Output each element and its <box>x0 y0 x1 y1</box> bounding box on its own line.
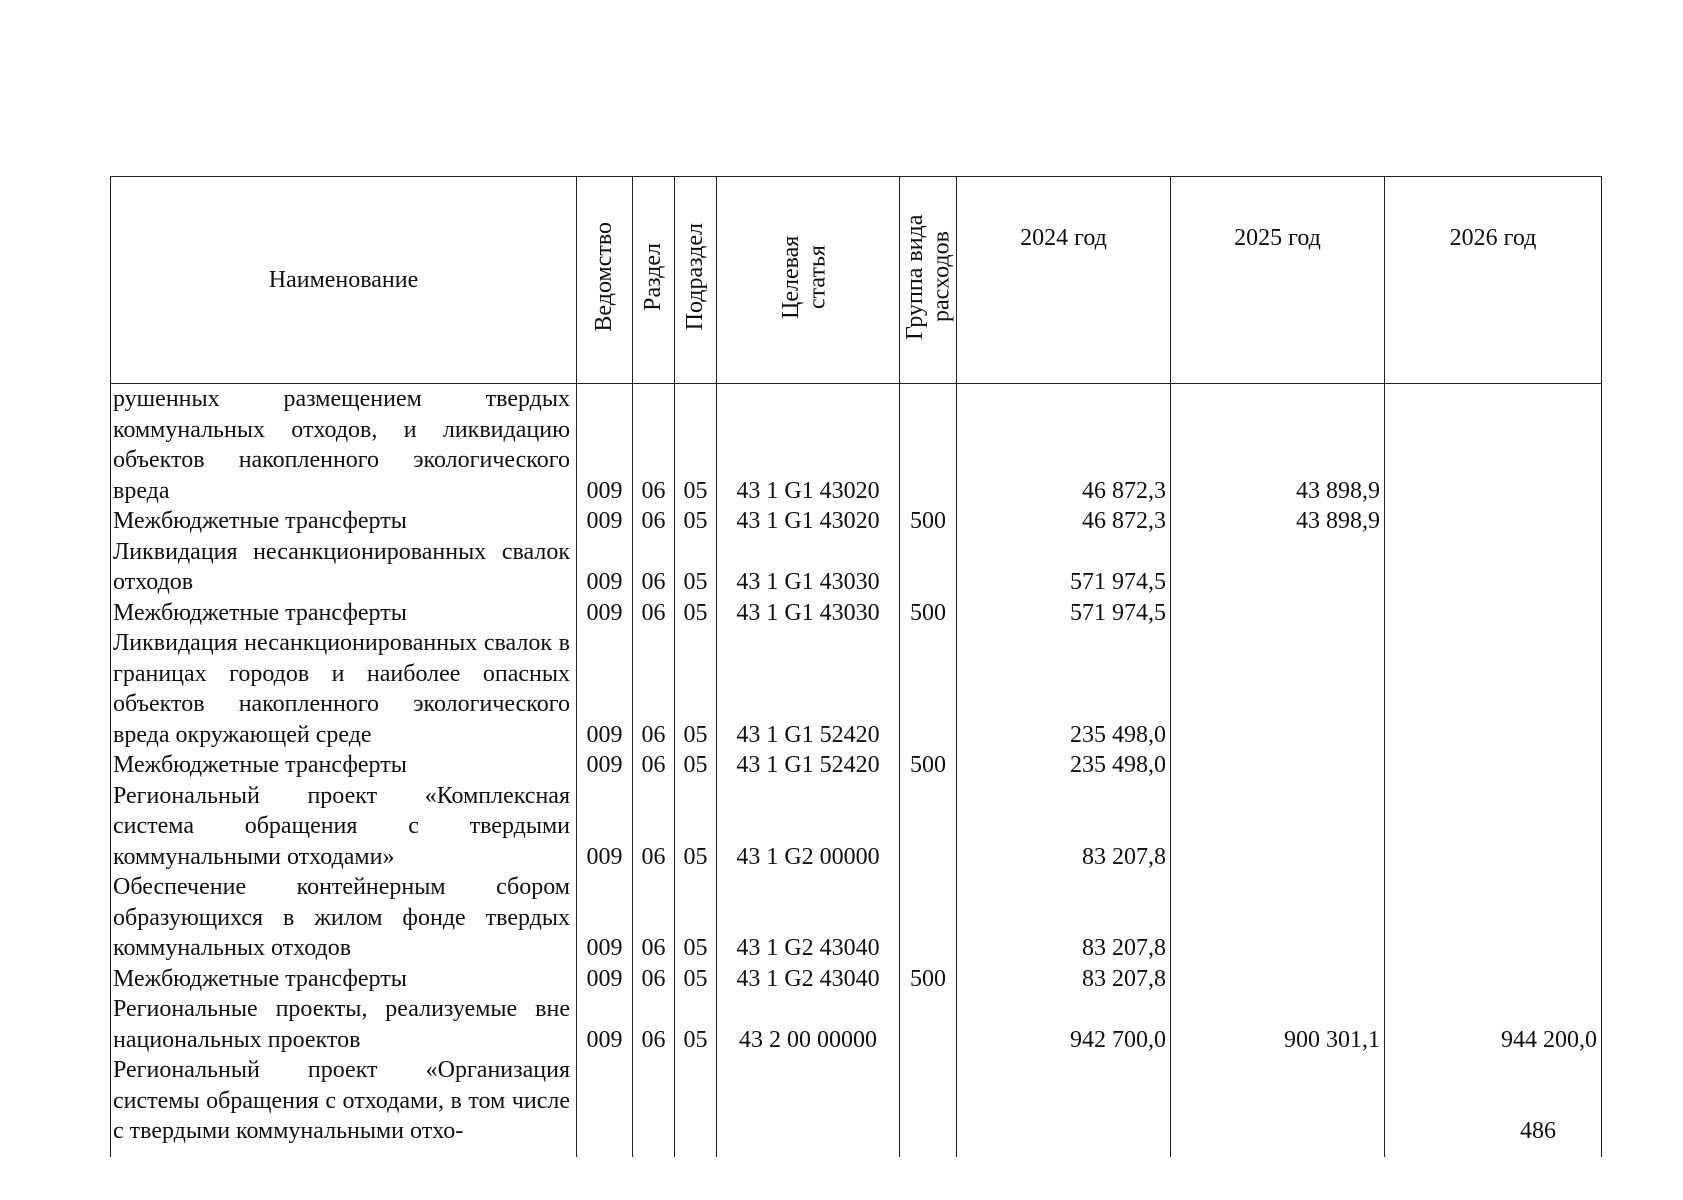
row-section: 06 <box>633 750 675 781</box>
row-section <box>633 1055 675 1147</box>
row-2025: 43 898,9 <box>1171 506 1385 537</box>
row-section: 06 <box>633 964 675 995</box>
row-2025 <box>1171 781 1385 873</box>
row-dept: 009 <box>577 750 633 781</box>
table-row <box>111 750 1602 781</box>
row-section: 06 <box>633 506 675 537</box>
row-name: Межбюджетные трансферты <box>111 750 577 781</box>
row-2024: 942 700,0 <box>957 994 1171 1055</box>
table-row <box>111 994 1602 1055</box>
row-subsection: 05 <box>675 537 717 598</box>
table-filler-row <box>111 1147 1602 1157</box>
row-2026 <box>1385 1055 1602 1147</box>
row-dept <box>577 1055 633 1147</box>
row-subsection <box>675 1055 717 1147</box>
row-2026 <box>1385 628 1602 750</box>
row-dept: 009 <box>577 537 633 598</box>
row-group <box>900 384 957 507</box>
row-target <box>717 1055 900 1147</box>
row-name: Региональный проект «Комплексная система обращения с твердыми коммунальными отходами» <box>111 781 577 873</box>
row-group <box>900 1055 957 1147</box>
row-2025 <box>1171 750 1385 781</box>
row-target: 43 1 G1 52420 <box>717 628 900 750</box>
header-2026: 2026 год <box>1385 177 1602 384</box>
row-target: 43 1 G2 00000 <box>717 781 900 873</box>
filler-cell <box>717 1147 900 1157</box>
table-row <box>111 506 1602 537</box>
row-2025 <box>1171 1055 1385 1147</box>
row-2025 <box>1171 872 1385 964</box>
row-target: 43 1 G1 43020 <box>717 384 900 507</box>
row-name: Межбюджетные трансферты <box>111 964 577 995</box>
row-2024: 83 207,8 <box>957 964 1171 995</box>
header-group: Группа вида расходов <box>900 177 957 384</box>
row-2026 <box>1385 506 1602 537</box>
row-2026 <box>1385 598 1602 629</box>
row-dept: 009 <box>577 506 633 537</box>
filler-cell <box>1385 1147 1602 1157</box>
row-name: Межбюджетные трансферты <box>111 598 577 629</box>
row-target: 43 1 G2 43040 <box>717 872 900 964</box>
filler-cell <box>957 1147 1171 1157</box>
row-2025 <box>1171 598 1385 629</box>
row-2025: 43 898,9 <box>1171 384 1385 507</box>
row-2024: 46 872,3 <box>957 506 1171 537</box>
row-group <box>900 537 957 598</box>
row-section: 06 <box>633 994 675 1055</box>
table-row <box>111 964 1602 995</box>
row-dept: 009 <box>577 994 633 1055</box>
row-subsection: 05 <box>675 781 717 873</box>
row-name: Межбюджетные трансферты <box>111 506 577 537</box>
row-subsection: 05 <box>675 872 717 964</box>
row-2024: 83 207,8 <box>957 781 1171 873</box>
row-name: Обеспечение контейнерным сбором образующихся в жилом фонде твердых коммунальных отходов <box>111 872 577 964</box>
row-group: 500 <box>900 964 957 995</box>
page-number: 486 <box>1520 1118 1556 1144</box>
row-target: 43 1 G1 52420 <box>717 750 900 781</box>
row-section: 06 <box>633 598 675 629</box>
row-subsection: 05 <box>675 750 717 781</box>
header-2024: 2024 год <box>957 177 1171 384</box>
table-row <box>111 598 1602 629</box>
row-2024: 83 207,8 <box>957 872 1171 964</box>
row-2026: 944 200,0 <box>1385 994 1602 1055</box>
row-2026 <box>1385 750 1602 781</box>
row-2026 <box>1385 537 1602 598</box>
row-2025: 900 301,1 <box>1171 994 1385 1055</box>
row-subsection: 05 <box>675 384 717 507</box>
row-name: Ликвидация несанкционированных свалок отходов <box>111 537 577 598</box>
row-2024: 571 974,5 <box>957 598 1171 629</box>
row-target: 43 2 00 00000 <box>717 994 900 1055</box>
row-2024: 235 498,0 <box>957 750 1171 781</box>
header-name: Наименование <box>111 177 577 384</box>
row-name: Ликвидация несанкционированных свалок в границах городов и наиболее опасных объектов накопленного экологического вреда окружающей среде <box>111 628 577 750</box>
header-2025: 2025 год <box>1171 177 1385 384</box>
table-row <box>111 537 1602 598</box>
row-dept: 009 <box>577 628 633 750</box>
table-row <box>111 384 1602 507</box>
header-target: Целевая статья <box>717 177 900 384</box>
header-dept: Ведомство <box>577 177 633 384</box>
filler-cell <box>675 1147 717 1157</box>
row-target: 43 1 G1 43030 <box>717 598 900 629</box>
row-2024: 571 974,5 <box>957 537 1171 598</box>
row-group: 500 <box>900 506 957 537</box>
row-group <box>900 781 957 873</box>
row-target: 43 1 G1 43020 <box>717 506 900 537</box>
row-dept: 009 <box>577 384 633 507</box>
table-row <box>111 872 1602 964</box>
row-2026 <box>1385 384 1602 507</box>
row-2025 <box>1171 628 1385 750</box>
row-2026 <box>1385 872 1602 964</box>
table-header-row <box>111 177 1602 384</box>
row-group <box>900 628 957 750</box>
row-dept: 009 <box>577 781 633 873</box>
row-subsection: 05 <box>675 994 717 1055</box>
row-section: 06 <box>633 872 675 964</box>
header-section: Раздел <box>633 177 675 384</box>
row-dept: 009 <box>577 598 633 629</box>
row-2025 <box>1171 537 1385 598</box>
row-2024: 235 498,0 <box>957 628 1171 750</box>
row-2024 <box>957 1055 1171 1147</box>
row-group: 500 <box>900 750 957 781</box>
filler-cell <box>1171 1147 1385 1157</box>
row-2026 <box>1385 964 1602 995</box>
row-group: 500 <box>900 598 957 629</box>
row-section: 06 <box>633 537 675 598</box>
row-name: Региональный проект «Организация системы обращения с отходами, в том числе с твердыми коммунальными отхо- <box>111 1055 577 1147</box>
row-group <box>900 872 957 964</box>
table-row <box>111 781 1602 873</box>
table-row <box>111 1055 1602 1147</box>
row-dept: 009 <box>577 872 633 964</box>
row-subsection: 05 <box>675 628 717 750</box>
budget-table <box>110 176 1602 1157</box>
row-name: рушенных размещением твердых коммунальных отходов, и ликвидацию объектов накопленного экологического вреда <box>111 384 577 507</box>
header-subsection: Подраздел <box>675 177 717 384</box>
row-name: Региональные проекты, реализуемые вне национальных проектов <box>111 994 577 1055</box>
row-section: 06 <box>633 384 675 507</box>
row-2025 <box>1171 964 1385 995</box>
filler-cell <box>111 1147 577 1157</box>
row-group <box>900 994 957 1055</box>
filler-cell <box>900 1147 957 1157</box>
row-section: 06 <box>633 781 675 873</box>
row-section: 06 <box>633 628 675 750</box>
filler-cell <box>577 1147 633 1157</box>
table-row <box>111 628 1602 750</box>
row-subsection: 05 <box>675 506 717 537</box>
row-target: 43 1 G2 43040 <box>717 964 900 995</box>
filler-cell <box>633 1147 675 1157</box>
row-2024: 46 872,3 <box>957 384 1171 507</box>
row-target: 43 1 G1 43030 <box>717 537 900 598</box>
row-2026 <box>1385 781 1602 873</box>
row-dept: 009 <box>577 964 633 995</box>
row-subsection: 05 <box>675 598 717 629</box>
row-subsection: 05 <box>675 964 717 995</box>
